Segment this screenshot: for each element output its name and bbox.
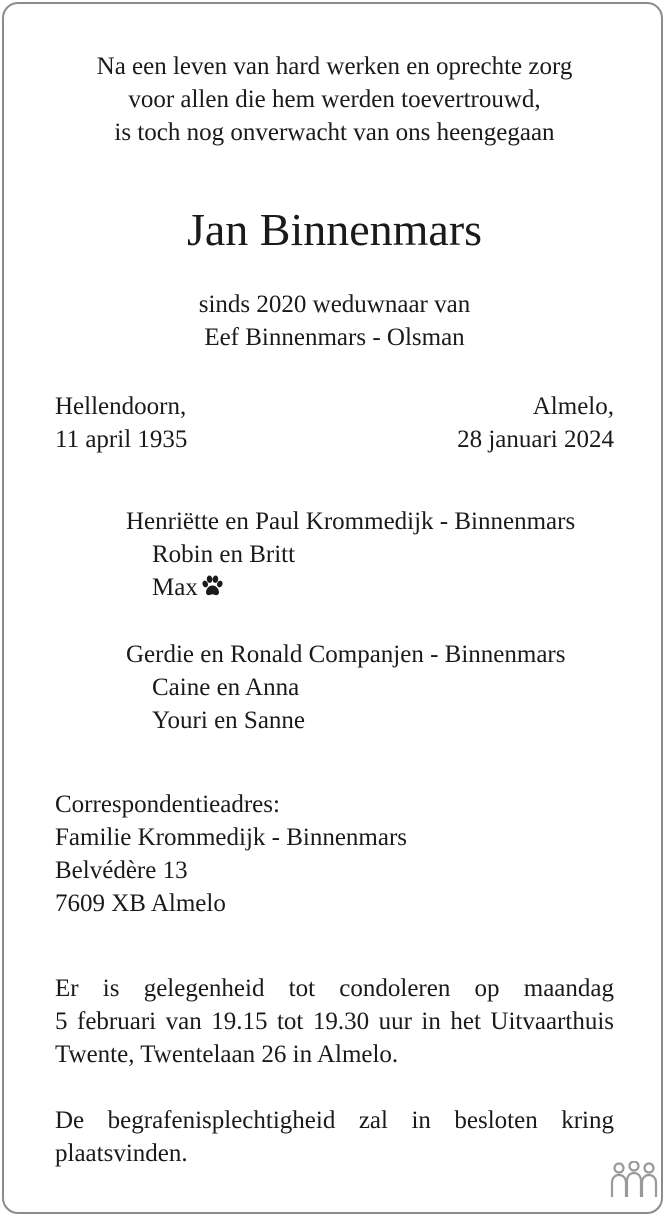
spouse-line-2: Eef Binnenmars - Olsman [204, 324, 465, 351]
correspondence-name: Familie Krommedijk - Binnenmars [55, 824, 408, 851]
people-group-icon [609, 1161, 659, 1206]
birth-place: Hellendoorn, [55, 393, 187, 420]
funeral-paragraph [55, 1104, 614, 1170]
birth-info [55, 390, 187, 456]
death-date: 28 januari 2024 [457, 426, 614, 453]
birth-date: 11 april 1935 [55, 426, 188, 453]
family-head-1: Henriëtte en Paul Krommedijk - Binnenmars [126, 508, 576, 535]
intro-line-3: is toch nog onverwacht van ons heengegaan [114, 119, 555, 146]
family-member-name: Max [152, 574, 198, 601]
family-group-1 [126, 505, 575, 606]
death-place: Almelo, [532, 393, 614, 420]
correspondence-street: Belvédère 13 [55, 857, 188, 884]
spouse-line-1: sinds 2020 weduwnaar van [198, 291, 471, 318]
correspondence-label: Correspondentieadres: [55, 791, 280, 818]
family-head-2: Gerdie en Ronald Companjen - Binnenmars [126, 641, 566, 668]
death-info [457, 390, 614, 456]
funeral-line-1: De begrafenisplechtigheid zal in besloten kring [55, 1107, 614, 1134]
family-member: Caine en Anna [152, 674, 300, 701]
intro-line-1: Na een leven van hard werken en oprechte zorg [96, 53, 573, 80]
family-member: Youri en Sanne [152, 707, 306, 734]
family-member: Robin en Britt [152, 541, 296, 568]
correspondence-address [55, 788, 407, 920]
spouse-text [0, 288, 669, 354]
intro-line-2: voor allen die hem werden toevertrouwd, [128, 86, 541, 113]
intro-text [0, 50, 669, 149]
family-member-pet [126, 571, 575, 606]
condolence-paragraph [55, 972, 614, 1071]
correspondence-city: 7609 XB Almelo [55, 890, 226, 917]
condolence-line-2: 5 februari van 19.15 tot 19.30 uur in het Uitvaarthuis [55, 1008, 614, 1035]
deceased-name: Jan Binnenmars [186, 204, 483, 255]
funeral-line-2: plaatsvinden. [55, 1140, 188, 1167]
condolence-line-1: Er is gelegenheid tot condoleren op maandag [55, 975, 614, 1002]
family-group-2 [126, 638, 565, 737]
paw-icon [201, 573, 224, 606]
condolence-line-3: Twente, Twentelaan 26 in Almelo. [55, 1041, 399, 1068]
